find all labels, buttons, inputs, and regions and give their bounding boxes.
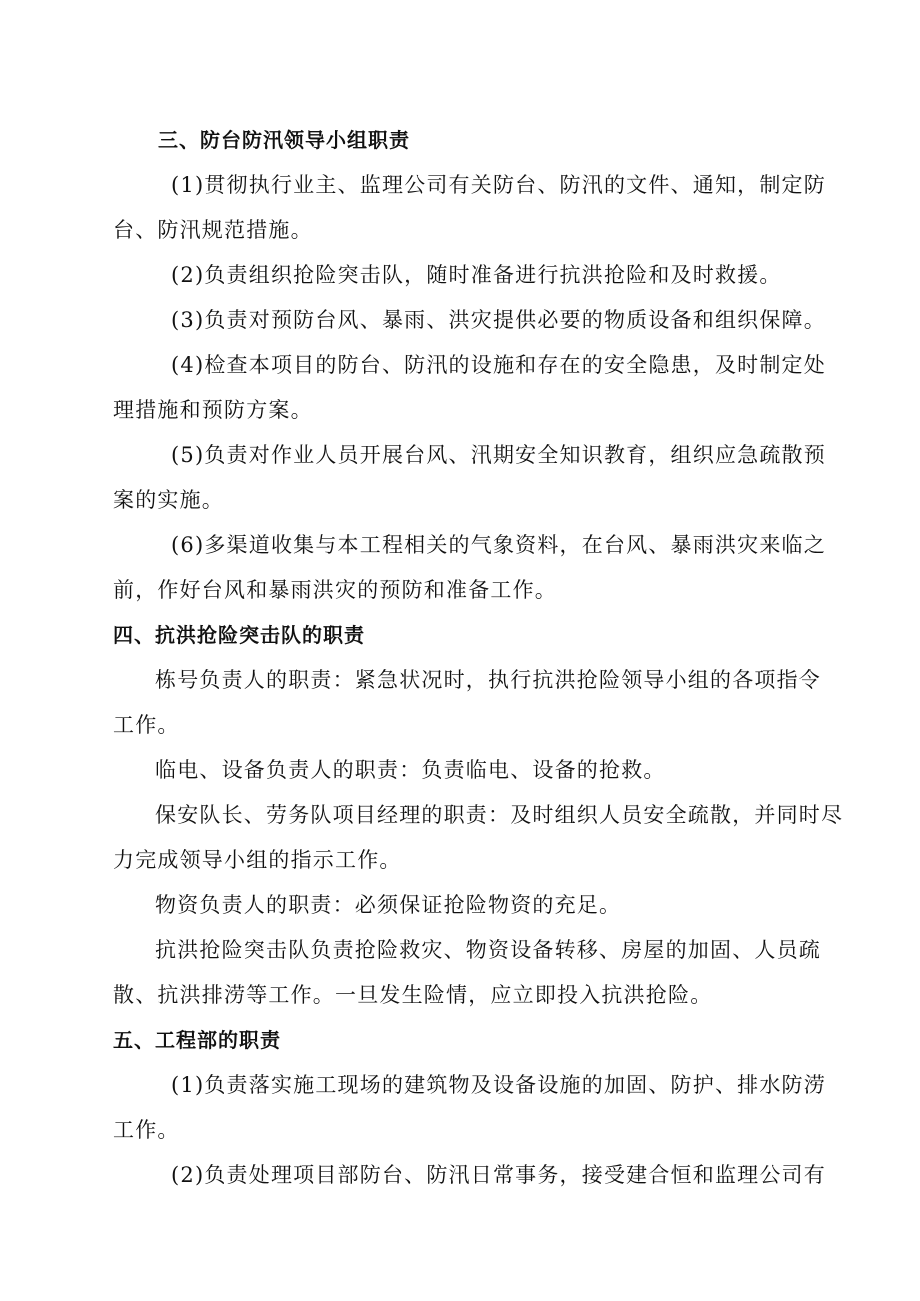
paragraph-line: 工作。 <box>113 713 180 737</box>
paragraph-line: 案的实施。 <box>113 488 224 512</box>
paragraph-line: 栋号负责人的职责：紧急状况时，执行抗洪抢险领导小组的各项指令 <box>155 668 821 692</box>
paragraph-line: (5)负责对作业人员开展台风、汛期安全知识教育，组织应急疏散预 <box>171 443 826 467</box>
paragraph-line: 理措施和预防方案。 <box>113 398 313 422</box>
section-heading-5: 五、工程部的职责 <box>113 1028 281 1052</box>
paragraph-line: 散、抗洪排涝等工作。一旦发生险情，应立即投入抗洪抢险。 <box>113 983 713 1007</box>
paragraph-line: (2)负责处理项目部防台、防汛日常事务，接受建合恒和监理公司有 <box>171 1163 826 1187</box>
paragraph-line: (4)检查本项目的防台、防汛的设施和存在的安全隐患，及时制定处 <box>171 353 826 377</box>
paragraph-line: 台、防汛规范措施。 <box>113 218 313 242</box>
paragraph-line: (1)负责落实施工现场的建筑物及设备设施的加固、防护、排水防涝 <box>171 1073 826 1097</box>
paragraph-line: (6)多渠道收集与本工程相关的气象资料，在台风、暴雨洪灾来临之 <box>171 533 826 557</box>
paragraph-line: 临电、设备负责人的职责：负责临电、设备的抢救。 <box>155 758 666 782</box>
section-heading-4: 四、抗洪抢险突击队的职责 <box>113 623 365 647</box>
paragraph-line: 工作。 <box>113 1118 180 1142</box>
paragraph-line: (1)贯彻执行业主、监理公司有关防台、防汛的文件、通知，制定防 <box>171 173 826 197</box>
paragraph-line: (3)负责对预防台风、暴雨、洪灾提供必要的物质设备和组织保障。 <box>171 308 826 332</box>
paragraph-line: 前，作好台风和暴雨洪灾的预防和准备工作。 <box>113 578 557 602</box>
document-body <box>113 118 844 1198</box>
section-heading-3: 三、防台防汛领导小组职责 <box>158 128 410 152</box>
paragraph-line: 物资负责人的职责：必须保证抢险物资的充足。 <box>155 893 622 917</box>
paragraph-line: 保安队长、劳务队项目经理的职责：及时组织人员安全疏散，并同时尽 <box>155 803 844 827</box>
paragraph-line: 抗洪抢险突击队负责抢险救灾、物资设备转移、房屋的加固、人员疏 <box>155 938 821 962</box>
paragraph-line: (2)负责组织抢险突击队，随时准备进行抗洪抢险和及时救援。 <box>171 263 782 287</box>
paragraph-line: 力完成领导小组的指示工作。 <box>113 848 402 872</box>
